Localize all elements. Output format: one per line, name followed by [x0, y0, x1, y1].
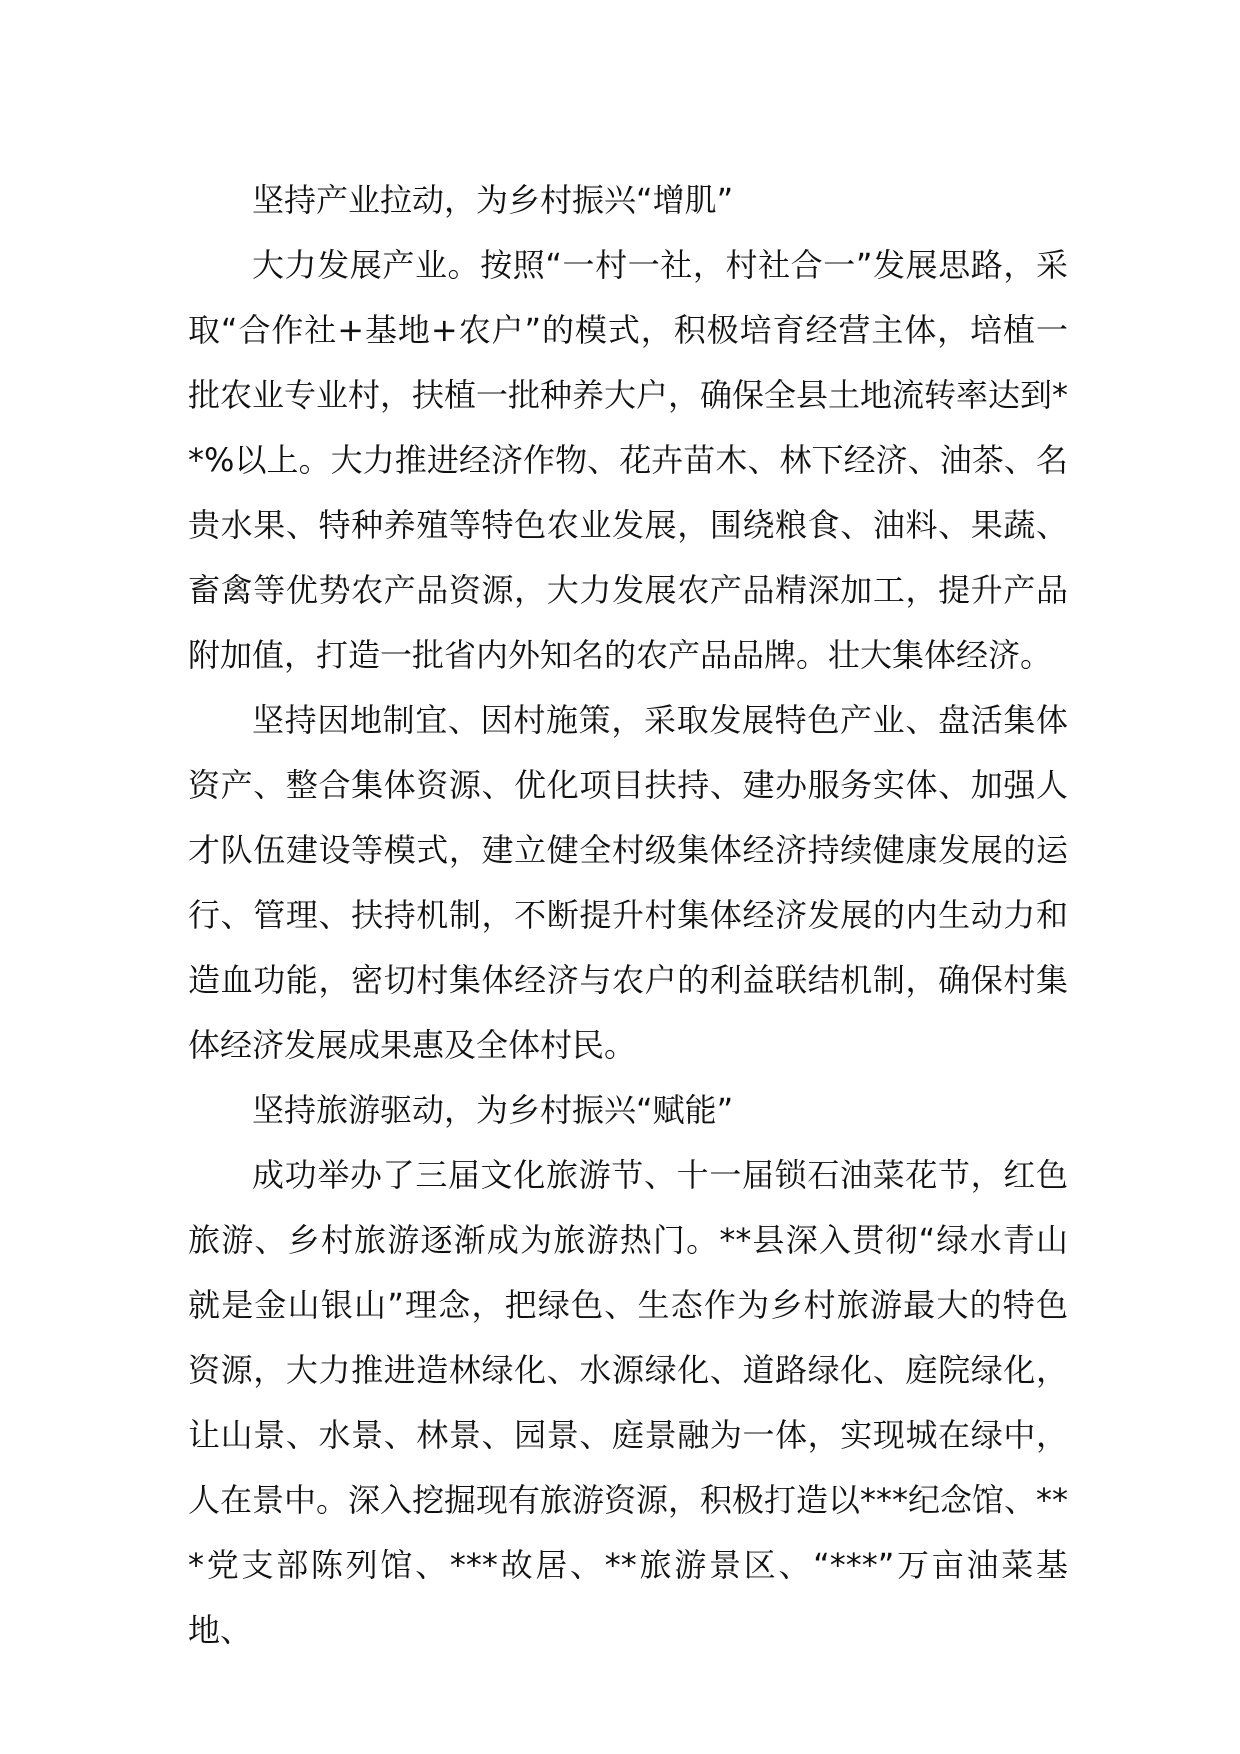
section-tourism	[188, 1078, 1068, 1663]
paragraph-tourism-development: 成功举办了三届文化旅游节、十一届锁石油菜花节，红色旅游、乡村旅游逐渐成为旅游热门。**县深入贯彻“绿水青山就是金山银山”理念，把绿色、生态作为乡村旅游最大的特色资源，大力推进造林绿化、水源绿化、道路绿化、庭院绿化，让山景、水景、林景、园景、庭景融为一体，实现城在绿中，人在景中。深入挖掘现有旅游资源，积极打造以***纪念馆、***党支部陈列馆、***故居、**旅游景区、“***”万亩油菜基地、	[188, 1156, 1069, 1649]
section-heading-tourism: 坚持旅游驱动，为乡村振兴“赋能”	[252, 1091, 734, 1129]
document-body	[188, 168, 1068, 1663]
paragraph-collective-economy: 坚持因地制宜、因村施策，采取发展特色产业、盘活集体资产、整合集体资源、优化项目扶持、建办服务实体、加强人才队伍建设等模式，建立健全村级集体经济持续健康发展的运行、管理、扶持机制，不断提升村集体经济发展的内生动力和造血功能，密切村集体经济与农户的利益联结机制，确保村集体经济发展成果惠及全体村民。	[188, 701, 1068, 1064]
paragraph-industry-development: 大力发展产业。按照“一村一社，村社合一”发展思路，采取“合作社+基地+农户”的模式，积极培育经营主体，培植一批农业专业村，扶植一批种养大户，确保全县土地流转率达到**%以上。大力推进经济作物、花卉苗木、林下经济、油茶、名贵水果、特种养殖等特色农业发展，围绕粮食、油料、果蔬、畜禽等优势农产品资源，大力发展农产品精深加工，提升产品附加值，打造一批省内外知名的农产品品牌。壮大集体经济。	[188, 246, 1069, 674]
section-heading-industry: 坚持产业拉动，为乡村振兴“增肌”	[252, 181, 734, 219]
section-industry	[188, 168, 1068, 1078]
